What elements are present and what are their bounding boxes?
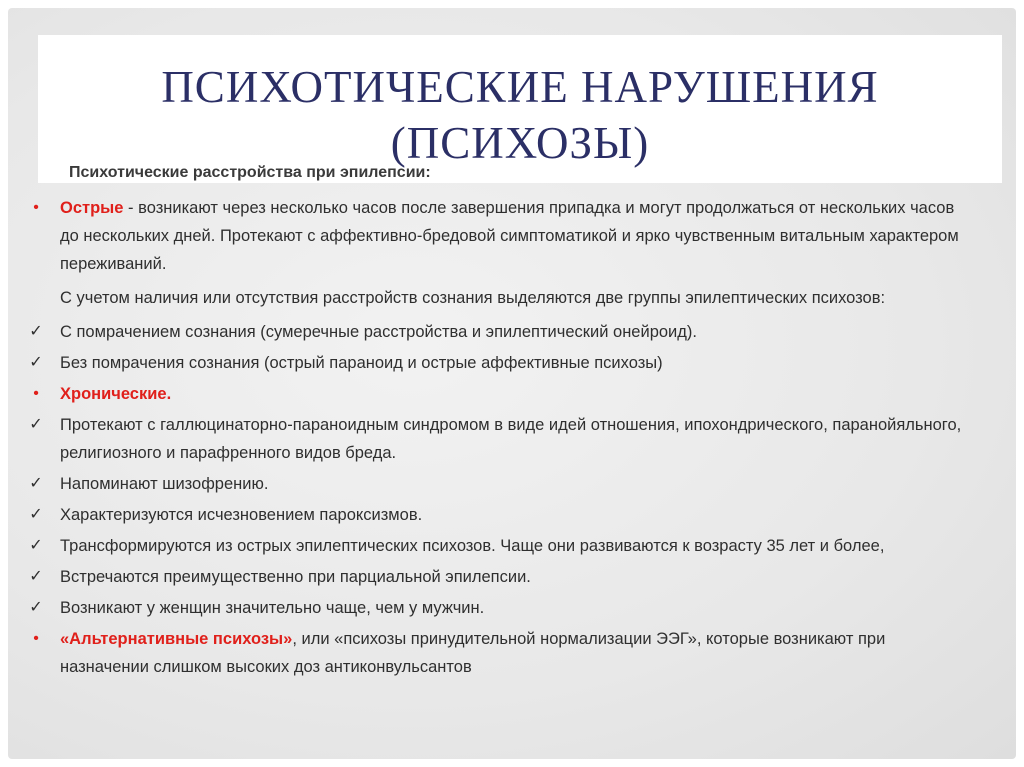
check-icon: ✓ [29,354,43,371]
alternative-text: , или «психозы принудительной нормализации ЭЭГ», которые возникают при назначении слишком высоких доз антиконвульсантов [60,630,886,676]
list-item-text: Встречаются преимущественно при парциальной эпилепсии. [60,568,531,586]
title-box [38,35,1002,183]
list-item [8,594,1016,622]
check-icon: ✓ [29,537,43,554]
list-item-text: Протекают с галлюцинаторно-параноидным синдромом в виде идей отношения, ипохондрического, паранойяльного, религиозного и парафренного видов бреда. [60,416,962,462]
list-item-chronic [8,380,1016,408]
list-item [8,470,1016,498]
acute-text: - возникают через несколько часов после завершения припадка и могут продолжаться от нескольких часов до нескольких дней. Протекают с аффективно-бредовой симптоматикой и ярко чувственным витальным характером переживаний. [60,199,959,273]
list-item-text: Характеризуются исчезновением пароксизмов. [60,506,423,524]
groups-intro-text: С учетом наличия или отсутствия расстройств сознания выделяются две группы эпилептических психозов: [60,289,886,307]
list-item-text: Трансформируются из острых эпилептических психозов. Чаще они развиваются к возрасту 35 лет и более, [60,537,885,555]
title-line-2: (ПСИХОЗЫ) [390,118,650,168]
list-item-text: Без помрачения сознания (острый параноид и острые аффективные психозы) [60,354,663,372]
content-list [8,194,1016,687]
subtitle: Психотические расстройства при эпилепсии: [69,164,431,181]
list-item-text: С помрачением сознания (сумеречные расстройства и эпилептический онейроид). [60,323,697,341]
slide [8,8,1016,759]
list-item [8,501,1016,529]
list-item [8,411,1016,467]
check-icon: ✓ [29,323,43,340]
check-icon: ✓ [29,506,43,523]
bullet-icon: • [33,199,39,216]
list-item [8,349,1016,377]
slide-title [38,59,1002,171]
title-line-1: ПСИХОТИЧЕСКИЕ НАРУШЕНИЯ [161,62,879,112]
check-icon: ✓ [29,599,43,616]
alternative-label: «Альтернативные психозы» [60,630,293,648]
acute-label: Острые [60,199,124,217]
check-icon: ✓ [29,475,43,492]
list-item-text: Напоминают шизофрению. [60,475,269,493]
check-icon: ✓ [29,416,43,433]
list-item [8,532,1016,560]
list-item-acute [8,194,1016,278]
chronic-label: Хронические. [60,385,172,403]
groups-intro [8,284,1016,312]
check-icon: ✓ [29,568,43,585]
bullet-icon: • [33,385,39,402]
list-item [8,563,1016,591]
bullet-icon: • [33,630,39,647]
list-item [8,318,1016,346]
list-item-alternative [8,625,1016,681]
list-item-text: Возникают у женщин значительно чаще, чем у мужчин. [60,599,485,617]
